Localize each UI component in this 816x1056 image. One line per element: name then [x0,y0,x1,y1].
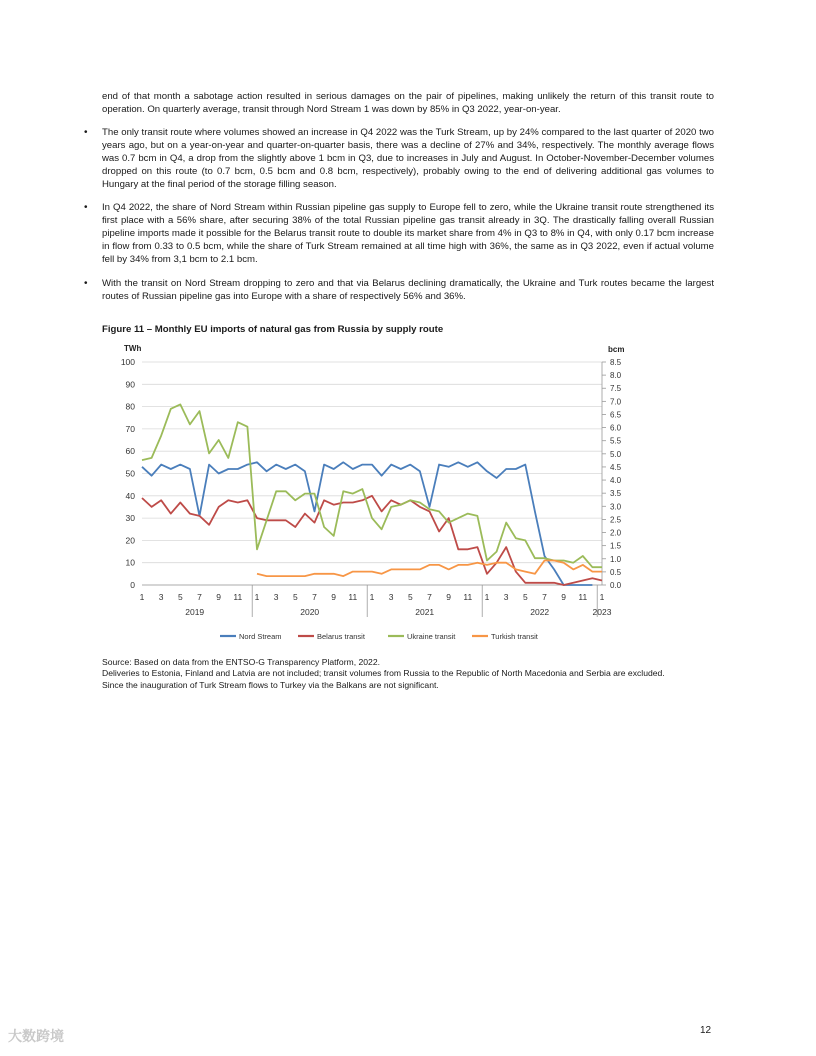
chart-svg [102,338,632,648]
legend-label: Turkish transit [491,632,538,641]
y-tick-label-left: 60 [125,446,135,457]
y-tick-label-left: 0 [130,580,135,590]
note-line: Deliveries to Estonia, Finland and Latvia are not included; transit volumes from Russia to the Republic of North Macedonia and Serbia are excluded. [102,668,665,679]
note-line: Since the inauguration of Turk Stream flows to Turkey via the Balkans are not significant. [102,679,439,690]
figure-title: Figure 11 – Monthly EU imports of natural gas from Russia by supply route [102,324,444,335]
y-tick-label-right: 3.5 [610,489,622,499]
bullet-text: • With the transit on Nord Stream dropping to zero and that via Belarus declining dramatically, the Ukraine and Turk routes became the largest routes of Russian pipeline gas into Europe with a share of respectively 56% and 36%. [102,277,714,303]
x-tick-label: 5 [407,592,413,602]
x-tick-label: 1 [254,592,260,602]
y-tick-label-right: 6.0 [610,423,622,433]
y-tick-label-right: 3.0 [610,502,622,512]
watermark-logo: 大数跨境 [8,1028,64,1044]
y-tick-label-right: 2.5 [610,515,622,525]
y-tick-label-left: 80 [125,401,135,412]
legend-label: Ukraine transit [407,632,456,641]
bullet-item [102,201,714,266]
x-tick-label: 9 [561,592,567,602]
x-tick-label: 1 [369,592,375,602]
x-tick-label: 11 [348,592,358,602]
y-tick-label-right: 7.5 [610,384,622,394]
y-axis-label-right: bcm [608,345,625,354]
page-number: 12 [700,1025,712,1036]
x-tick-label: 9 [216,592,222,602]
y-tick-label-right: 1.0 [610,554,622,564]
bullet-text: • The only transit route where volumes showed an increase in Q4 2022 was the Turk Stream, up by 24% compared to the last quarter of 2020 two years ago, but on a year-on-year and quarter-on-quarter basis, there was a decline of 27% and 34%, respectively. The monthly average flows was 0.7 bcm in Q4, a drop from the slightly above 1 bcm in Q3, due to increases in July and August. In October-November-December volumes dropped on this route (to 0.7 bcm, 0.5 bcm and 0.8 bcm, respectively), probably owing to the end of delivering additional gas volumes to Hungary at the final period of the storage filling season. [102,126,714,191]
y-tick-label-left: 10 [125,557,135,568]
x-tick-label: 9 [331,592,337,602]
y-tick-label-left: 100 [120,357,135,367]
source-line: Source: Based on data from the ENTSO-G Transparency Platform, 2022. [102,657,380,667]
y-tick-label-left: 40 [125,490,135,501]
x-tick-label: 5 [177,592,183,602]
y-tick-label-right: 5.0 [610,449,622,459]
x-tick-label: 5 [522,592,528,602]
bullet-item [102,277,714,303]
x-year-label: 2022 [530,607,550,617]
source-notes [102,657,714,691]
y-tick-label-right: 0.0 [610,581,622,590]
lead-paragraph-text: end of that month a sabotage action resulted in serious damages on the pair of pipelines, making unlikely the return of this transit route to operation. On quarterly average, transit through Nord Stream 1 was down by 85% in Q3 2022, year-on-year. [102,91,714,116]
y-tick-label-left: 70 [125,423,135,434]
bullet-text: • In Q4 2022, the share of Nord Stream within Russian pipeline gas supply to Europe fell to zero, while the Ukraine transit route strengthened its first place with a 56% share, after securing 38% of the total Russian pipeline gas transit already in 3Q. The drastically falling overall Russian pipeline imports made it possible for the Belarus transit route to double its market share from 4% in Q3 to 8% in Q4, with only 0.17 bcm increase in flow from 0.33 to 0.5 bcm, while the share of Turk Stream remained at all time high with 36%, the same as in Q3 2022, even if actual volume fell by 34% from 3,1 bcm to 2.1 bcm. [102,201,714,266]
x-tick-label: 3 [273,592,279,602]
x-tick-label: 3 [503,592,509,602]
y-tick-label-left: 90 [125,379,135,390]
y-tick-label-right: 1.5 [610,541,622,551]
y-tick-label-right: 8.5 [610,358,622,367]
x-tick-label: 3 [388,592,394,602]
y-tick-label-left: 20 [125,535,135,546]
y-axis-label-left: TWh [124,344,142,353]
y-tick-label-left: 50 [125,468,135,479]
legend-label: Belarus transit [317,632,365,641]
x-tick-label: 11 [233,592,243,602]
lead-paragraph [102,90,714,116]
x-year-label: 2023 [592,607,612,617]
x-tick-label: 1 [484,592,490,602]
x-tick-label: 3 [158,592,164,602]
x-tick-label: 7 [312,592,317,602]
x-tick-label: 1 [599,592,605,602]
chart [102,338,632,653]
y-tick-label-right: 0.5 [610,567,622,577]
x-tick-label: 9 [446,592,452,602]
y-tick-label-right: 4.0 [610,476,622,486]
bullet-item [102,126,714,191]
x-tick-label: 5 [292,592,298,602]
x-year-label: 2021 [415,607,435,617]
y-tick-label-right: 2.0 [610,528,622,538]
x-tick-label: 7 [427,592,432,602]
x-tick-label: 11 [578,592,588,602]
x-tick-label: 7 [542,592,547,602]
y-tick-label-right: 7.0 [610,397,622,407]
y-tick-label-right: 8.0 [610,371,622,381]
y-tick-label-right: 6.5 [610,410,622,420]
legend-label: Nord Stream [239,632,282,641]
x-year-label: 2019 [185,607,205,617]
y-tick-label-left: 30 [125,513,135,524]
x-tick-label: 11 [463,592,473,602]
y-tick-label-right: 5.5 [610,436,622,446]
x-tick-label: 1 [139,592,145,602]
x-tick-label: 7 [197,592,202,602]
x-year-label: 2020 [300,607,320,617]
y-tick-label-right: 4.5 [610,462,622,472]
